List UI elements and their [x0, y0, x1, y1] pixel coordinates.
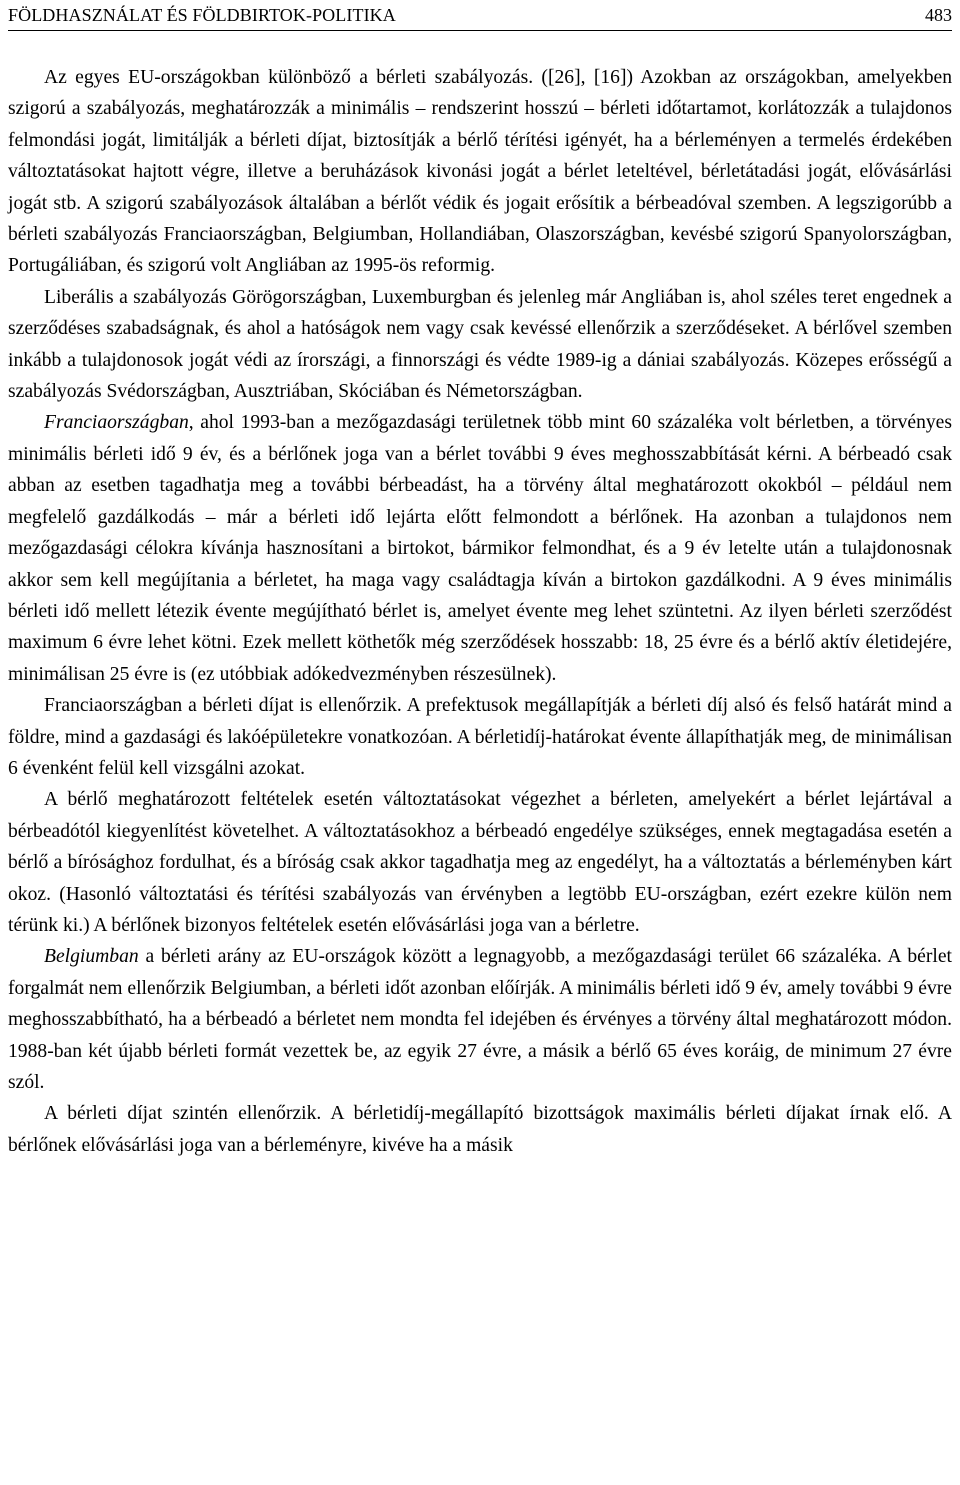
running-header [8, 4, 952, 31]
paragraph-5-text: A bérlő meghatározott feltételek esetén változtatásokat végezhet a bérleten, amelyekért a bérlet lejártával a bérbeadótól kiegyenlítést követelhet. A változtatásokhoz a bérbeadó engedélye szükséges, ennek megtagadása esetén a bérlő a bírósághoz fordulhat, és a bíróság csak akkor tagadhatja meg az engedélyt, ha a változtatás a bérleményben kárt okoz. (Hasonló változtatási és térítési szabályozás van érvényben a legtöbb EU-országban, ezért ezekre külön nem térünk ki.) A bérlőnek bizonyos feltételek esetén elővásárlási joga van a bérletre. [8, 789, 952, 936]
paragraph-2-text: Liberális a szabályozás Görögországban, Luxemburgban és jelenleg már Angliában is, ahol széles teret engednek a szerződéses szabadságnak, és ahol a hatóságok nem vagy csak kevéssé ellenőrzik a szerződéseket. A bérlővel szemben inkább a tulajdonosok jogát védi az írországi, a finnországi és védte 1989-ig a dániai szabályozás. Közepes erősségű a szabályozás Svédországban, Ausztriában, Skóciában és Németországban. [8, 286, 952, 403]
paragraph-4 [8, 690, 952, 784]
paragraph-5 [8, 784, 952, 941]
paragraph-7 [8, 1098, 952, 1161]
paragraph-6-lead: Belgiumban [44, 946, 139, 968]
page-number: 483 [925, 5, 952, 25]
paragraph-6 [8, 941, 952, 1098]
paragraph-7-text: A bérleti díjat szintén ellenőrzik. A bérletidíj-megállapító bizottságok maximális bérleti díjakat írnak elő. A bérlőnek elővásárlási joga van a bérleményre, kivéve ha a másik [8, 1103, 952, 1156]
paragraph-2 [8, 282, 952, 408]
paragraph-4-text: Franciaországban a bérleti díjat is ellenőrzik. A prefektusok megállapítják a bérleti díj alsó és felső határát mind a földre, mind a gazdasági és lakóépületekre vonatkozóan. A bérletidíj-határokat évente állapíthatják meg, de minimálisan 6 évenként felül kell vizsgálni azokat. [8, 695, 952, 779]
paragraph-6-text: a bérleti arány az EU-országok között a legnagyobb, a mezőgazdasági terület 66 százaléka. A bérlet forgalmát nem ellenőrzik Belgiumban, a bérleti időt azonban előírják. A minimális bérleti idő 9 év, amely további 9 évre meghosszabbítható, ha a bérbeadó a bérletet nem mondta fel idejében és érvényes a törvény által meghatározott módon. 1988-ban két újabb bérleti formát vezettek be, az egyik 27 évre, a másik a bérlő 65 éves koráig, de minimum 27 évre szól. [8, 946, 952, 1093]
paragraph-3 [8, 407, 952, 690]
paragraph-3-text: , ahol 1993-ban a mezőgazdasági területnek több mint 60 százaléka volt bérletben, a törvényes minimális bérleti idő 9 év, és a bérlőnek joga van a bérlet további 9 éves meghosszabbítását kérni. A bérbeadó csak abban az esetben tagadhatja meg a további bérbeadást, ha a törvény által meghatározott okokból – például nem megfelelő gazdálkodás – már a bérleti idő lejárta előtt felmondott a bérlőnek. Ha azonban a tulajdonos nem mezőgazdasági célokra kívánja hasznosítani a birtokot, bármikor felmondhat, és a 9 év letelte után a tulajdonosnak akkor sem kell megújítania a bérletet, ha maga vagy családtagja kíván a birtokon gazdálkodni. A 9 éves minimális bérleti idő mellett létezik évente megújítható bérlet is, amelyet évente meg lehet szüntetni. Az ilyen bérleti szerződést maximum 6 évre lehet kötni. Ezek mellett köthetők még szerződések hosszabb: 18, 25 évre és a bérlő aktív életidejére, minimálisan 25 évre is (ez utóbbiak adókedvezményben részesülnek). [8, 412, 952, 685]
paragraph-1-text: Az egyes EU-országokban különböző a bérleti szabályozás. ([26], [16]) Azokban az országokban, amelyekben szigorú a szabályozás, meghatározzák a minimális – rendszerint hosszú – bérleti időtartamot, korlátozzák a tulajdonos felmondási jogát, limitálják a bérleti díjat, biztosítják a bérlő térítési igényét, ha a bérleményen a termelés érdekében változtatásokat hajtott végre, illetve a beruházások kivonási jogát a bérlet leteltével, bérletátadási jogát, elővásárlási jogát stb. A szigorú szabályozások általában a bérlőt védik és jogait erősítik a bérbeadóval szemben. A legszigorúbb a bérleti szabályozás Franciaországban, Belgiumban, Hollandiában, Olaszországban, kevésbé szigorú Spanyolországban, Portugáliában, és szigorú volt Angliában az 1995-ös reformig. [8, 67, 952, 277]
paragraph-1 [8, 62, 952, 282]
running-header-title: FÖLDHASZNÁLAT ÉS FÖLDBIRTOK-POLITIKA [8, 5, 396, 25]
body-text [8, 62, 952, 1161]
paragraph-3-lead: Franciaországban [44, 412, 189, 434]
